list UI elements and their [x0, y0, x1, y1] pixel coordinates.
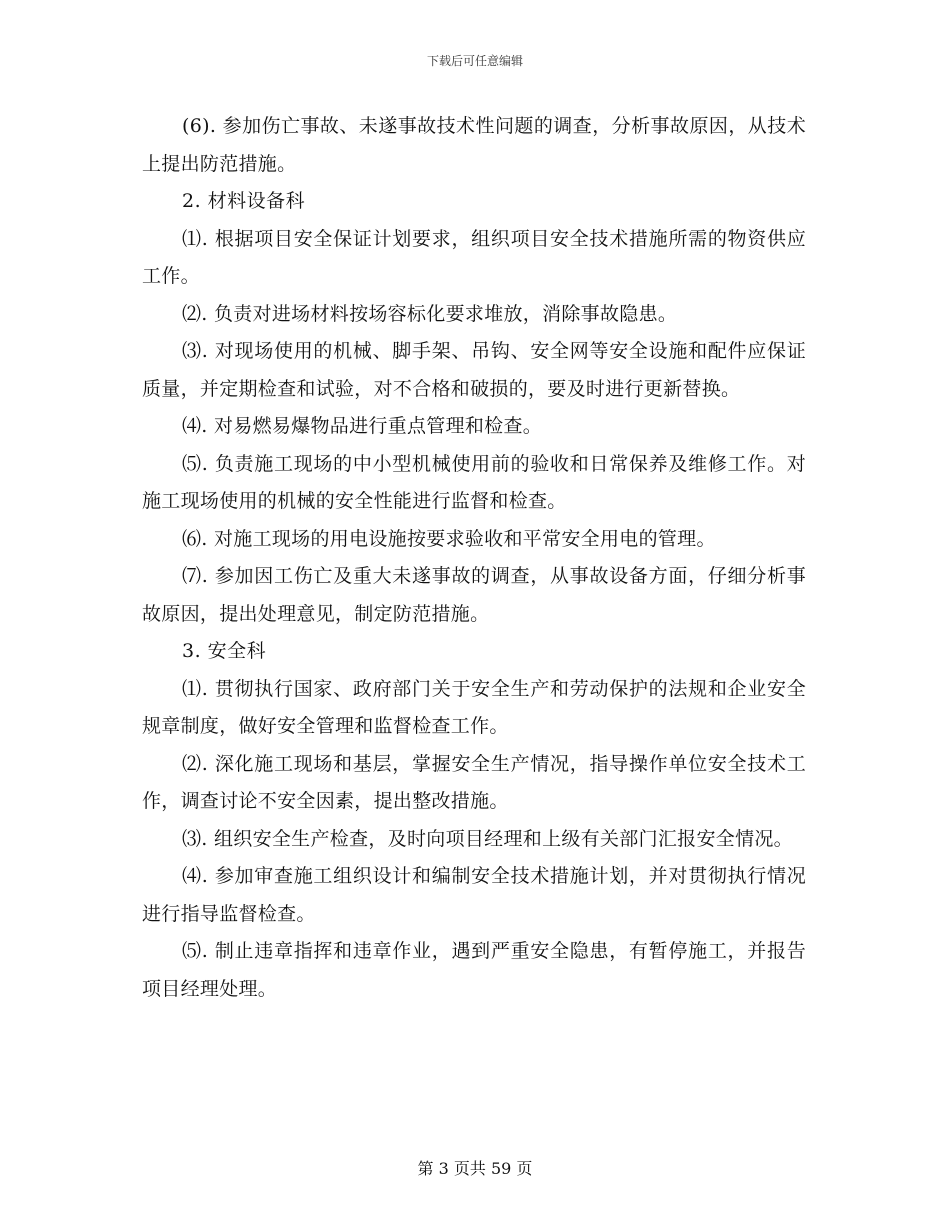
paragraph-item: ⑴. 贯彻执行国家、政府部门关于安全生产和劳动保护的法规和企业安全规章制度，做好安全管理和监督检查工作。: [142, 677, 806, 737]
paragraph-item: ⑶. 组织安全生产检查，及时向项目经理和上级有关部门汇报安全情况。: [182, 827, 793, 850]
section-heading-materials: 2. 材料设备科: [182, 190, 306, 212]
section-heading-safety: 3. 安全科: [182, 640, 267, 662]
paragraph-item: ⑸. 负责施工现场的中小型机械使用前的验收和日常保养及维修工作。对施工现场使用的机械的安全性能进行监督和检查。: [142, 452, 806, 512]
paragraph-item: ⑵. 深化施工现场和基层，掌握安全生产情况，指导操作单位安全技术工作，调查讨论不安全因素，提出整改措施。: [142, 752, 806, 812]
document-body: [142, 108, 806, 1008]
paragraph-item: ⑵. 负责对进场材料按场容标化要求堆放，消除事故隐患。: [182, 302, 678, 325]
paragraph-item: ⑷. 参加审查施工组织设计和编制安全技术措施计划，并对贯彻执行情况进行指导监督检查。: [142, 865, 806, 925]
paragraph-item: ⑷. 对易燃易爆物品进行重点管理和检查。: [182, 415, 543, 437]
paragraph-item: ⑸. 制止违章指挥和违章作业，遇到严重安全隐患，有暂停施工，并报告项目经理处理。: [142, 940, 806, 1000]
page-header: 下载后可任意编辑: [426, 54, 523, 68]
page-footer: 第 3 页共 59 页: [417, 1159, 533, 1178]
paragraph-item-6: (6). 参加伤亡事故、未遂事故技术性问题的调查，分析事故原因，从技术上提出防范措施。: [142, 115, 806, 175]
paragraph-item: ⑴. 根据项目安全保证计划要求，组织项目安全技术措施所需的物资供应工作。: [142, 227, 806, 287]
paragraph-item: ⑹. 对施工现场的用电设施按要求验收和平常安全用电的管理。: [182, 527, 716, 550]
paragraph-item: ⑶. 对现场使用的机械、脚手架、吊钩、安全网等安全设施和配件应保证质量，并定期检查和试验，对不合格和破损的，要及时进行更新替换。: [142, 340, 806, 400]
paragraph-item: ⑺. 参加因工伤亡及重大未遂事故的调查，从事故设备方面，仔细分析事故原因，提出处理意见，制定防范措施。: [142, 565, 806, 625]
